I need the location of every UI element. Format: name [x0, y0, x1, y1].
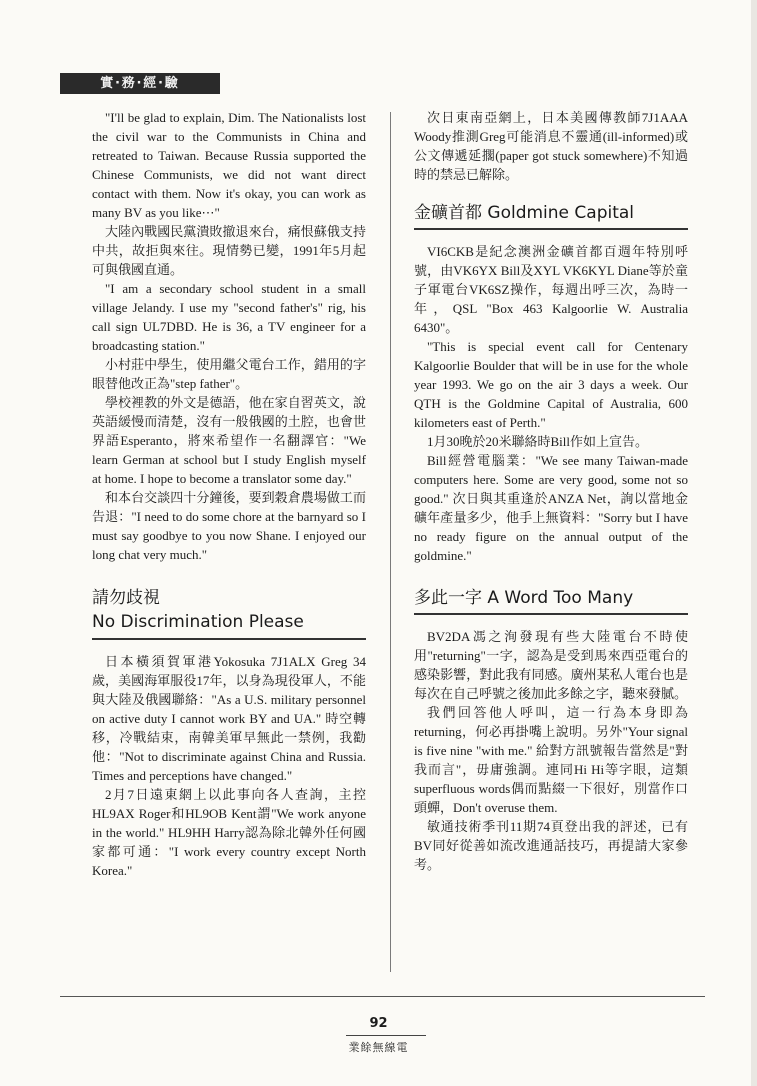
paragraph: VI6CKB是紀念澳洲金礦首都百週年特別呼號，由VK6YX Bill及XYL VK6KYL Diane等於童子軍電台VK6SZ操作，每週出呼三次，為時一年，QSL "Box 463 Kalgoorlie W. Australia 6430"。 — [414, 244, 688, 335]
paragraph: 次日東南亞網上，日本美國傳教師7J1AAA Woody推測Greg可能消息不靈通(ill-informed)或公文傳遞延擱(paper got stuck somewhere)不知過時的禁忌已解除。 — [414, 110, 688, 182]
section-heading-no-discrimination — [92, 586, 366, 640]
left-column — [92, 108, 366, 880]
paragraph: "I am a secondary school student in a small village Jelandy. I use my "second father's" rig, his call sign UL7DBD. He is 36, a TV engineer for a broadcasting station." — [92, 281, 366, 353]
section-title-english: No Discrimination Please — [92, 612, 304, 632]
paragraph: 學校裡教的外文是德語，他在家自習英文，說英語緩慢而清楚，沒有一般俄國的土腔，也會世界語Esperanto，將來希望作一名翻譯官："We learn German at school but I study English myself at home. I hope to become a translator some day." — [92, 395, 366, 486]
paragraph: 我們回答他人呼叫，這一行為本身即為returning，何必再掛嘴上說明。另外"Your signal is five nine "with me." 給對方訊號報告當然是"對我而言"，毋庸強調。連同Hi Hi等字眼，這類superfluous words偶而點綴一下很好，別當作口頭蟬，Don't overuse them. — [414, 705, 688, 815]
paragraph: BV2DA馮之洵發現有些大陸電台不時使用"returning"一字，認為是受到馬來西亞電台的感染影響，對此我有同感。廣州某私人電台也是每次在自己呼號之後加此多餘之字，聽來發膩。 — [414, 629, 688, 701]
paragraph: 2月7日遠東網上以此事向各人查詢，主控HL9AX Roger和HL9OB Kent謂"We work anyone in the world." HL9HH Harry認為除北韓外任何國家都可通："I work every country except North Korea." — [92, 787, 366, 878]
page-edge — [751, 0, 757, 1086]
magazine-name: 業餘無線電 — [348, 1041, 409, 1054]
column-divider — [390, 112, 391, 972]
section-label-tab: 實‧務‧經‧驗 — [60, 73, 220, 94]
right-column — [414, 108, 688, 874]
paragraph: 小村莊中學生，使用繼父電台工作，錯用的字眼替他改正為"step father"。 — [92, 357, 366, 391]
footer-divider — [346, 1035, 426, 1036]
paragraph: 日本橫須賀軍港Yokosuka 7J1ALX Greg 34歲，美國海軍服役17年，以身為現役軍人，不能與大陸及俄國聯絡："As a U.S. military personnel on active duty I cannot work BY and UA." 時空轉移，冷戰結束，南韓美軍早無此一禁例，我勸他："Not to discriminate against China and Russia. Times and perceptions have changed." — [92, 654, 366, 783]
bottom-rule — [60, 996, 705, 997]
paragraph: Bill經營電腦業："We see many Taiwan-made computers here. Some are very good, some not so good." 次日與其重逢於ANZA Net，詢以當地金礦年產量多少，他手上無資料："Sorry but I have no ready figure on the annual output of the goldmine." — [414, 453, 688, 563]
section-heading-goldmine-capital: 金礦首都 Goldmine Capital — [414, 202, 688, 230]
paragraph: 和本台交談四十分鐘後，要到穀倉農場做工而告退："I need to do some chore at the barnyard so I must say goodbye to you now Shane. I enjoyed our long chat very much." — [92, 490, 366, 562]
paragraph: 大陸內戰國民黨潰敗撤退來台，痛恨蘇俄支持中共，故拒與來往。現情勢已變，1991年5月起可與俄國直通。 — [92, 224, 366, 277]
page-number: 92 — [369, 1016, 388, 1031]
section-title-chinese: 請勿歧視 — [92, 588, 160, 608]
paragraph: 1月30晚於20米聯絡時Bill作如上宣告。 — [427, 434, 649, 449]
paragraph: "I'll be glad to explain, Dim. The Nationalists lost the civil war to the Communists in China and retreated to Taiwan. Because Russia supported the Chinese Communists, we did not want direct contact with them. Now it's okay, you can work as many BV as you like⋯" — [92, 110, 366, 220]
section-heading-word-too-many: 多此一字 A Word Too Many — [414, 587, 688, 615]
paragraph: "This is special event call for Centenary Kalgoorlie Boulder that will be in use for the whole year 1993. We go on the air 3 days a week. Our QTH is the Goldmine Capital of Australia, 600 kilometers east of Perth." — [414, 339, 688, 430]
paragraph: 敏通技術季刊11期74頁登出我的評述，已有BV同好從善如流改進通話技巧，再提請大家參考。 — [414, 819, 688, 872]
